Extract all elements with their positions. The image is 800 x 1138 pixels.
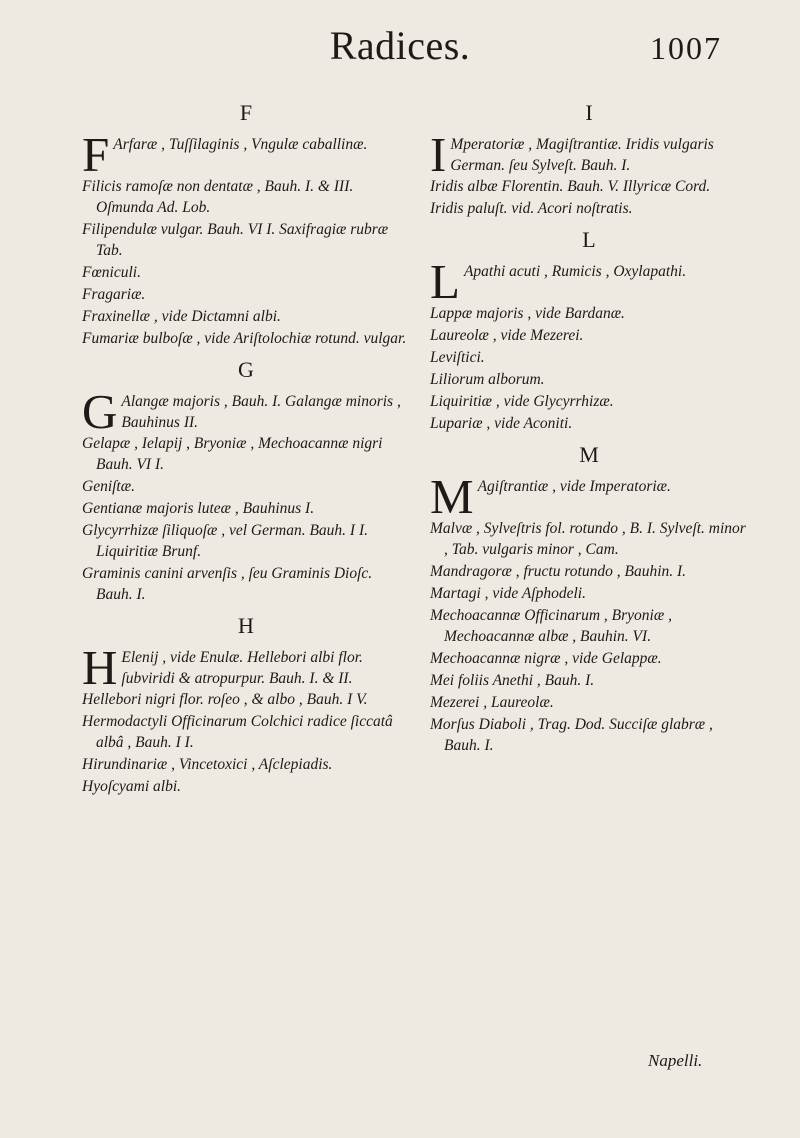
list-item: Hellebori nigri flor. roſeo , & albo , Bauh. I V.	[82, 691, 368, 708]
section-i-first-entry	[430, 127, 748, 182]
list-item: Hermodactyli Officinarum Colchici radice ſiccatâ albâ , Bauh. I I.	[82, 713, 393, 751]
entry-text: Elenij , vide Enulæ. Hellebori albi flor. ſubviridi & atropurpur. Bauh. I. & II.	[121, 649, 363, 687]
list-item: Leviſtici.	[430, 349, 485, 366]
drop-initial: M	[430, 469, 474, 524]
entry-text: Mperatoriæ , Magiſtrantiæ. Iridis vulgaris German. ſeu Sylveſt. Bauh. I.	[450, 136, 714, 174]
section-l-first-entry	[430, 254, 748, 309]
drop-initial: F	[82, 127, 110, 182]
section-heading-m: M	[579, 442, 599, 467]
catchword: Napelli.	[648, 1051, 703, 1070]
list-item: Hirundinariæ , Vincetoxici , Aſclepiadis.	[82, 756, 333, 773]
left-column	[82, 92, 410, 798]
list-item: Lappæ majoris , vide Bardanæ.	[430, 305, 625, 322]
list-item: Gentianæ majoris luteæ , Bauhinus I.	[82, 500, 315, 517]
section-heading-f: F	[239, 100, 253, 125]
section-h-first-entry	[82, 640, 410, 695]
list-item: Fragariæ.	[82, 286, 146, 303]
list-item: Liquiritiæ , vide Glycyrrhizæ.	[430, 393, 614, 410]
list-item: Lupariæ , vide Aconiti.	[430, 415, 573, 432]
list-item: Mechoacannæ nigræ , vide Gelappæ.	[430, 650, 662, 667]
list-item: Mezerei , Laureolæ.	[430, 694, 554, 711]
list-item: Martagi , vide Aſphodeli.	[430, 585, 586, 602]
section-heading-h: H	[238, 613, 254, 638]
list-item: Mechoacannæ Officinarum , Bryoniæ , Mechoacannæ albæ , Bauhin. VI.	[430, 607, 672, 645]
list-item: Fœniculi.	[82, 264, 141, 281]
section-g-first-entry	[82, 384, 410, 439]
list-item: Hyoſcyami albi.	[82, 778, 182, 795]
section-m-first-entry	[430, 469, 748, 524]
page-number: 1007	[650, 30, 722, 66]
entry-text: Apathi acuti , Rumicis , Oxylapathi.	[463, 263, 687, 280]
list-item: Gelapæ , Ielapij , Bryoniæ , Mechoacannæ nigri Bauh. VI I.	[82, 435, 383, 473]
list-item: Filipendulæ vulgar. Bauh. VI I. Saxifragiæ rubræ Tab.	[82, 221, 389, 259]
list-item: Laureolæ , vide Mezerei.	[430, 327, 584, 344]
entry-text: Agiſtrantiæ , vide Imperatoriæ.	[477, 478, 671, 495]
list-item: Mandragoræ , fructu rotundo , Bauhin. I.	[430, 563, 687, 580]
entry-text: Arfaræ , Tuſſilaginis , Vngulæ caballinæ.	[113, 136, 368, 153]
drop-initial: I	[430, 127, 447, 182]
page-header	[0, 22, 800, 82]
list-item: Mei foliis Anethi , Bauh. I.	[430, 672, 595, 689]
list-item: Filicis ramoſæ non dentatæ , Bauh. I. & III. Oſmunda Ad. Lob.	[82, 178, 354, 216]
drop-initial: G	[82, 384, 118, 439]
drop-initial: H	[82, 640, 118, 695]
right-column	[430, 92, 748, 757]
list-item: Morſus Diaboli , Trag. Dod. Succiſæ glabræ , Bauh. I.	[430, 716, 713, 754]
list-item: Fraxinellæ , vide Dictamni albi.	[82, 308, 281, 325]
list-item: Iridis albæ Florentin. Bauh. V. Illyricæ Cord.	[430, 178, 711, 195]
section-heading-i: I	[585, 100, 593, 125]
list-item: Geniſtæ.	[82, 478, 135, 495]
list-item: Liliorum alborum.	[430, 371, 545, 388]
list-item: Fumariæ bulboſæ , vide Ariſtolochiæ rotund. vulgar.	[82, 330, 407, 347]
drop-initial: L	[430, 254, 460, 309]
section-heading-l: L	[582, 227, 596, 252]
section-heading-g: G	[238, 357, 254, 382]
list-item: Glycyrrhizæ ſiliquoſæ , vel German. Bauh. I I. Liquiritiæ Brunf.	[82, 522, 369, 560]
entry-text: Alangæ majoris , Bauh. I. Galangæ minoris , Bauhinus II.	[121, 393, 401, 431]
list-item: Graminis canini arvenſis , ſeu Graminis Dioſc. Bauh. I.	[82, 565, 373, 603]
list-item: Iridis paluſt. vid. Acori noſtratis.	[430, 200, 633, 217]
list-item: Malvæ , Sylveſtris fol. rotundo , B. I. Sylveſt. minor , Tab. vulgaris minor , Cam.	[430, 520, 746, 558]
section-f-first-entry	[82, 127, 410, 182]
running-title: Radices.	[329, 23, 471, 68]
